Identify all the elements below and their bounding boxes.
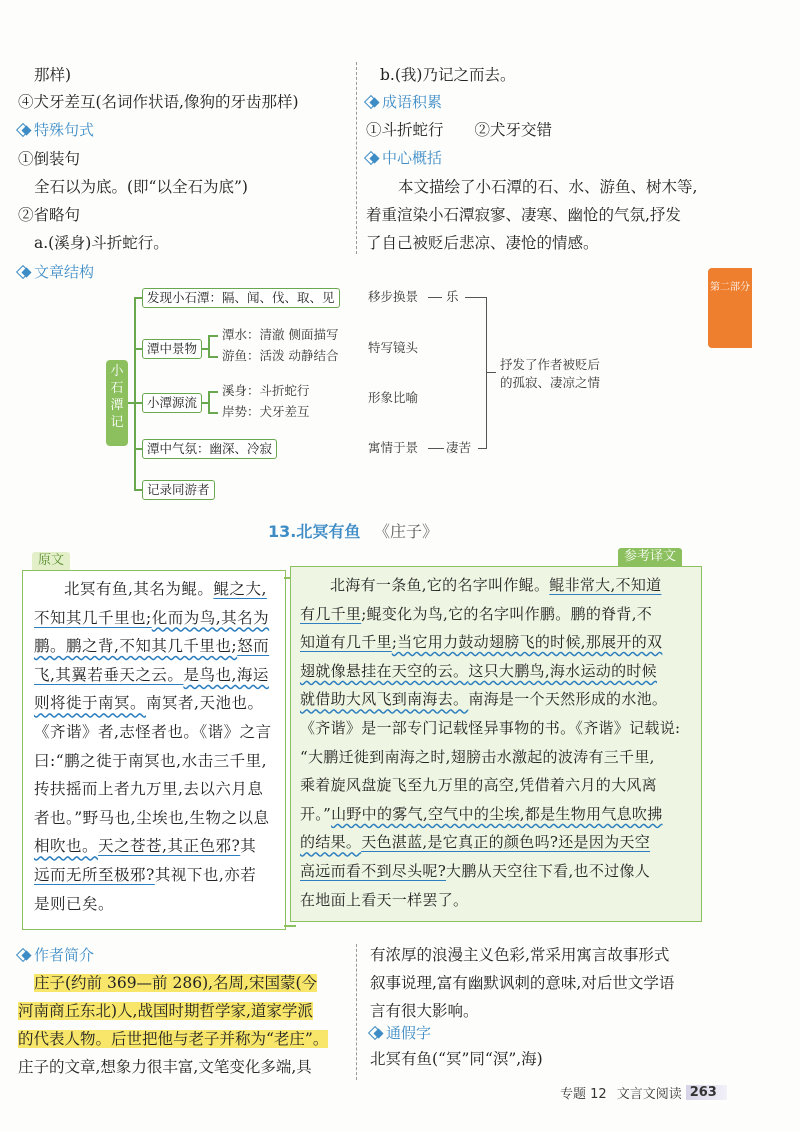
diamond-icon — [18, 265, 31, 278]
diamond-icon — [370, 1026, 383, 1039]
translation-tag: 参考译文 — [618, 548, 682, 566]
heading-label: 成语积累 — [382, 93, 443, 111]
summary-line: 了自己被贬后悲凉、凄怆的情感。 — [366, 234, 599, 252]
summary-line: 本文描绘了小石潭的石、水、游鱼、树木等, — [398, 178, 698, 196]
page-number: 263 — [686, 1085, 727, 1100]
author-line: 庄子的文章,想象力很丰富,文笔变化多端,具 — [18, 1058, 312, 1076]
summary-line: 着重渲染小石潭寂寥、凄寒、幽怆的气氛,抒发 — [366, 206, 681, 224]
original-text: 北冥有鱼,其名为鲲。鲲之大, 不知其几千里也;化而为鸟,其名为 鹏。鹏之背,不知其几千里也;怒而 飞,其翼若垂天之云。是鸟也,海运 则将徙于南冥。南冥者,天池也。 《齐谐》者,志怪者也。《谐》之言 曰:“鹏之徙于南冥也,水击三千里, 抟扶摇而上者九万里,去以六月息 者也。”野马也,尘埃也,生物之以息 相吹也。天之苍苍,其正色邪?其 远而无所至极邪?其视下也,亦若 是则已矣。 — [34, 580, 272, 913]
branch-scenery: 潭中景物 — [142, 339, 202, 359]
tongjia-heading — [370, 1022, 431, 1043]
branch-discover: 发现小石潭：隔、闻、伐、取、见 — [142, 288, 340, 308]
text-line: ①倒装句 — [18, 150, 81, 168]
source-stream: 溪身：斗折蛇行 — [222, 383, 310, 398]
page-footer — [560, 1082, 760, 1102]
heading-label: 中心概括 — [382, 149, 443, 167]
side-tab-label: 第二部分 — [710, 282, 750, 293]
heading-label: 特殊句式 — [34, 121, 95, 139]
technique-4: 寓情于景 — [368, 440, 419, 455]
structure-heading — [18, 261, 94, 282]
branch-companions: 记录同游者 — [142, 480, 215, 500]
emotion-joy: 乐 — [446, 289, 459, 304]
emotion-bitter: 凄苦 — [446, 440, 472, 455]
diamond-icon — [366, 95, 379, 108]
column-divider — [356, 62, 357, 254]
text-line: ②省略句 — [18, 206, 81, 224]
special-sentence-heading — [18, 119, 94, 140]
heading-label: 通假字 — [386, 1024, 432, 1042]
branch-atmosphere: 潭中气氛：幽深、冷寂 — [142, 439, 277, 459]
author-line: 河南商丘东北)人,战国时期哲学家,道家学派 — [18, 1002, 313, 1020]
conclusion-line-1: 抒发了作者被贬后 — [500, 357, 601, 372]
summary-heading — [366, 147, 442, 168]
scenery-fish: 游鱼：活泼 动静结合 — [222, 348, 339, 363]
text-line: b.(我)乃记之而去。 — [380, 66, 516, 84]
idiom-heading — [366, 91, 442, 112]
technique-2: 特写镜头 — [368, 340, 419, 355]
column-divider — [356, 944, 357, 1080]
text-line: ①斗折蛇行 ②犬牙交错 — [366, 121, 553, 139]
conclusion-line-2: 的孤寂、凄凉之情 — [500, 375, 601, 390]
text-line: 叙事说理,富有幽默讽刺的意味,对后世文学语 — [370, 974, 675, 992]
translation-text: 北海有一条鱼,它的名字叫作鲲。鲲非常大,不知道 有几千里;鲲变化为鸟,它的名字叫作鹏。鹏的脊背,不 知道有几千里;当它用力鼓动翅膀飞的时候,那展开的双 翅就像悬挂在天空的云。这只大鹏鸟,海水运动的时候 就借助大风飞到南海去。南海是一个天然形成的水池。 《齐谐》是一部专门记载怪异事物的书。《齐谐》记载说: “大鹏迁徙到南海之时,翅膀击水激起的波涛有三千里, 乘着旋风盘旋飞至九万里的高空,凭借着六月的大风离 开。”山野中的雾气,空气中的尘埃,都是生物用气息吹拂 的结果。天色湛蓝,是它真正的颜色吗?还是因为天空 高远而看不到尽头呢?大鹏从天空往下看,也不过像人 在地面上看天一样罢了。 — [300, 576, 681, 909]
diamond-icon — [18, 123, 31, 136]
text-line: ④犬牙差互(名词作状语,像狗的牙齿那样) — [18, 93, 299, 111]
scenery-water: 潭水：清澈 侧面描写 — [222, 327, 339, 342]
footer-section: 文言文阅读 — [616, 1086, 682, 1102]
heading-label: 文章结构 — [34, 263, 95, 281]
heading-label: 作者简介 — [34, 946, 95, 964]
author-heading — [18, 944, 94, 965]
diamond-icon — [366, 151, 379, 164]
lesson-author: 《庄子》 — [373, 522, 438, 541]
technique-1: 移步换景 — [368, 289, 419, 304]
original-tag: 原文 — [32, 552, 70, 570]
lesson-title — [268, 519, 438, 542]
footer-topic: 专题 12 — [560, 1086, 607, 1102]
part-side-tab — [708, 268, 752, 348]
diamond-icon — [18, 948, 31, 961]
text-line: 全石以为底。(即“以全石为底”) — [34, 178, 248, 196]
text-line: 那样) — [34, 66, 72, 84]
source-bank: 岸势：犬牙差互 — [222, 404, 310, 419]
author-line: 的代表人物。后世把他与老子并称为“老庄”。 — [18, 1030, 329, 1048]
root-label: 小石潭记 — [110, 364, 124, 430]
text-line: 有浓厚的浪漫主义色彩,常采用寓言故事形式 — [370, 946, 670, 964]
text-line: 北冥有鱼(“冥”同“溟”,海) — [370, 1050, 543, 1068]
diagram-root — [106, 360, 128, 446]
branch-source: 小潭源流 — [142, 393, 202, 413]
lesson-title-text: 13.北冥有鱼 — [268, 522, 361, 541]
text-line: a.(溪身)斗折蛇行。 — [34, 234, 169, 252]
text-line: 言有很大影响。 — [370, 1002, 479, 1020]
technique-3: 形象比喻 — [368, 390, 419, 405]
author-line: 庄子(约前 369—前 286),名周,宋国蒙(今 — [34, 974, 318, 992]
